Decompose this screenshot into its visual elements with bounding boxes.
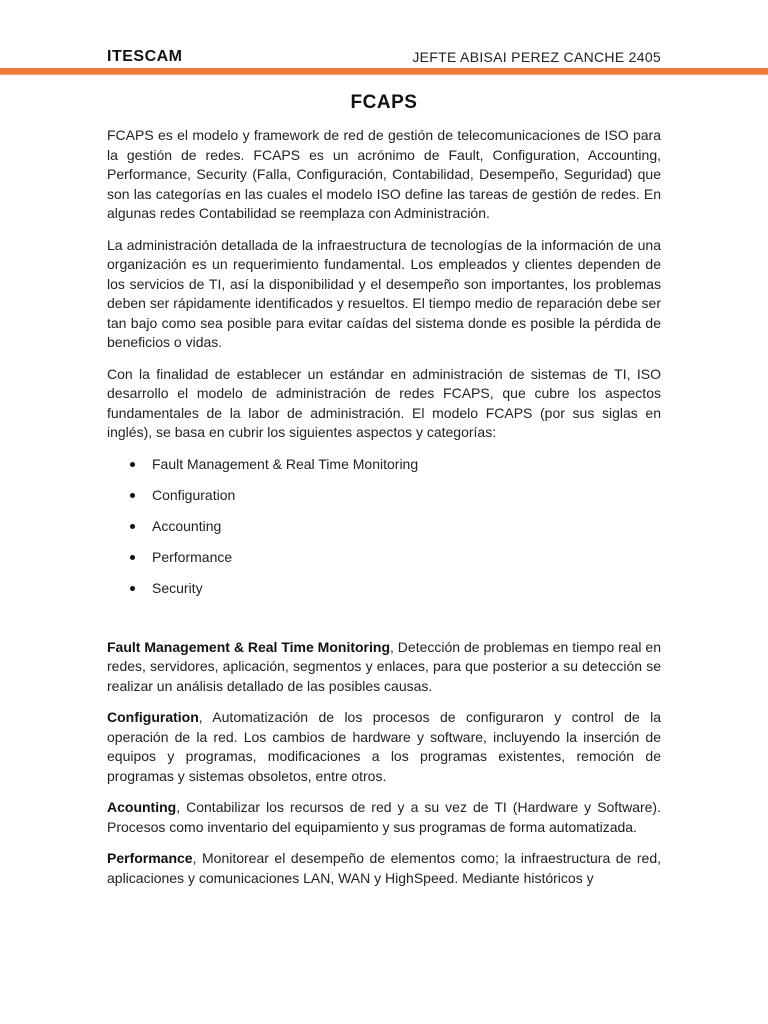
list-item-label: Performance [152, 548, 233, 565]
list-item [152, 455, 661, 474]
list-item-label: Accounting [152, 517, 222, 534]
paragraph-intro: FCAPS es el modelo y framework de red de gestión de telecomunicaciones de ISO para la gestión de redes. FCAPS es un acrónimo de Fault, Configuration, Accounting, Performance, Security (Falla, Configuración, Contabilidad, Desempeño, Seguridad) que son las categorías en las cuales el modelo ISO define las tareas de gestión de redes. En algunas redes Contabilidad se reemplaza con Administración. [107, 127, 661, 221]
bullet-icon [130, 493, 135, 498]
definition-term: Fault Management & Real Time Monitoring [107, 638, 390, 655]
bullet-icon [130, 586, 135, 591]
page-header [107, 45, 661, 69]
bullet-icon [130, 555, 135, 560]
bullet-icon [130, 462, 135, 467]
header-divider-line [0, 74, 768, 75]
list-item [152, 579, 661, 598]
section-spacer [107, 610, 661, 638]
list-item [152, 517, 661, 536]
definition-text: , Automatización de los procesos de configuraron y control de la operación de la red. Los cambios de hardware y software, incluyendo la inserción de equipos y programas, modificaciones a los programas existentes, remoción de programas y sistemas obsoletos, entre otros. [107, 709, 661, 784]
definition-term: Acounting [107, 799, 177, 815]
list-item-label: Security [152, 579, 203, 596]
definition-text: , Detección de problemas en tiempo real en redes, servidores, aplicación, segmentos y enlaces, para que posterior a su detección se realizar un análisis detallado de las posibles causas. [107, 638, 661, 694]
document-body [107, 92, 661, 900]
header-author: JEFTE ABISAI PEREZ CANCHE 2405 [412, 49, 661, 65]
list-item [152, 486, 661, 505]
definition-fault-management [107, 638, 661, 697]
categories-list [107, 455, 661, 598]
document-title: FCAPS [350, 92, 418, 113]
definition-text: , Monitorear el desempeño de elementos como; la infraestructura de red, aplicaciones y comunicaciones LAN, WAN y HighSpeed. Mediante históricos y [107, 850, 661, 886]
list-item-label: Configuration [152, 486, 236, 503]
paragraph-model: Con la finalidad de establecer un estándar en administración de sistemas de TI, ISO desarrollo el modelo de administración de redes FCAPS, que cubre los aspectos fundamentales de la labor de administración. El modelo FCAPS (por sus siglas en inglés), se basa en cubrir los siguientes aspectos y categorías: [107, 365, 661, 440]
header-organization: ITESCAM [107, 48, 183, 65]
definition-configuration [107, 708, 661, 786]
list-item [152, 548, 661, 567]
list-item-label: Fault Management & Real Time Monitoring [152, 455, 419, 472]
definition-term: Configuration [107, 709, 199, 725]
definition-performance [107, 849, 661, 888]
bullet-icon [130, 524, 135, 529]
definition-term: Performance [107, 850, 193, 866]
definition-accounting [107, 798, 661, 837]
definition-text: , Contabilizar los recursos de red y a su vez de TI (Hardware y Software). Procesos como inventario del equipamiento y sus programas de forma automatizada. [107, 799, 661, 835]
paragraph-administration: La administración detallada de la infraestructura de tecnologías de la información de una organización es un requerimiento fundamental. Los empleados y clientes dependen de los servicios de TI, así la disponibilidad y el desempeño son importantes, los problemas deben ser rápidamente identificados y resueltos. El tiempo medio de reparación debe ser tan bajo como sea posible para evitar caídas del sistema donde es posible la pérdida de beneficios o vidas. [107, 236, 661, 350]
